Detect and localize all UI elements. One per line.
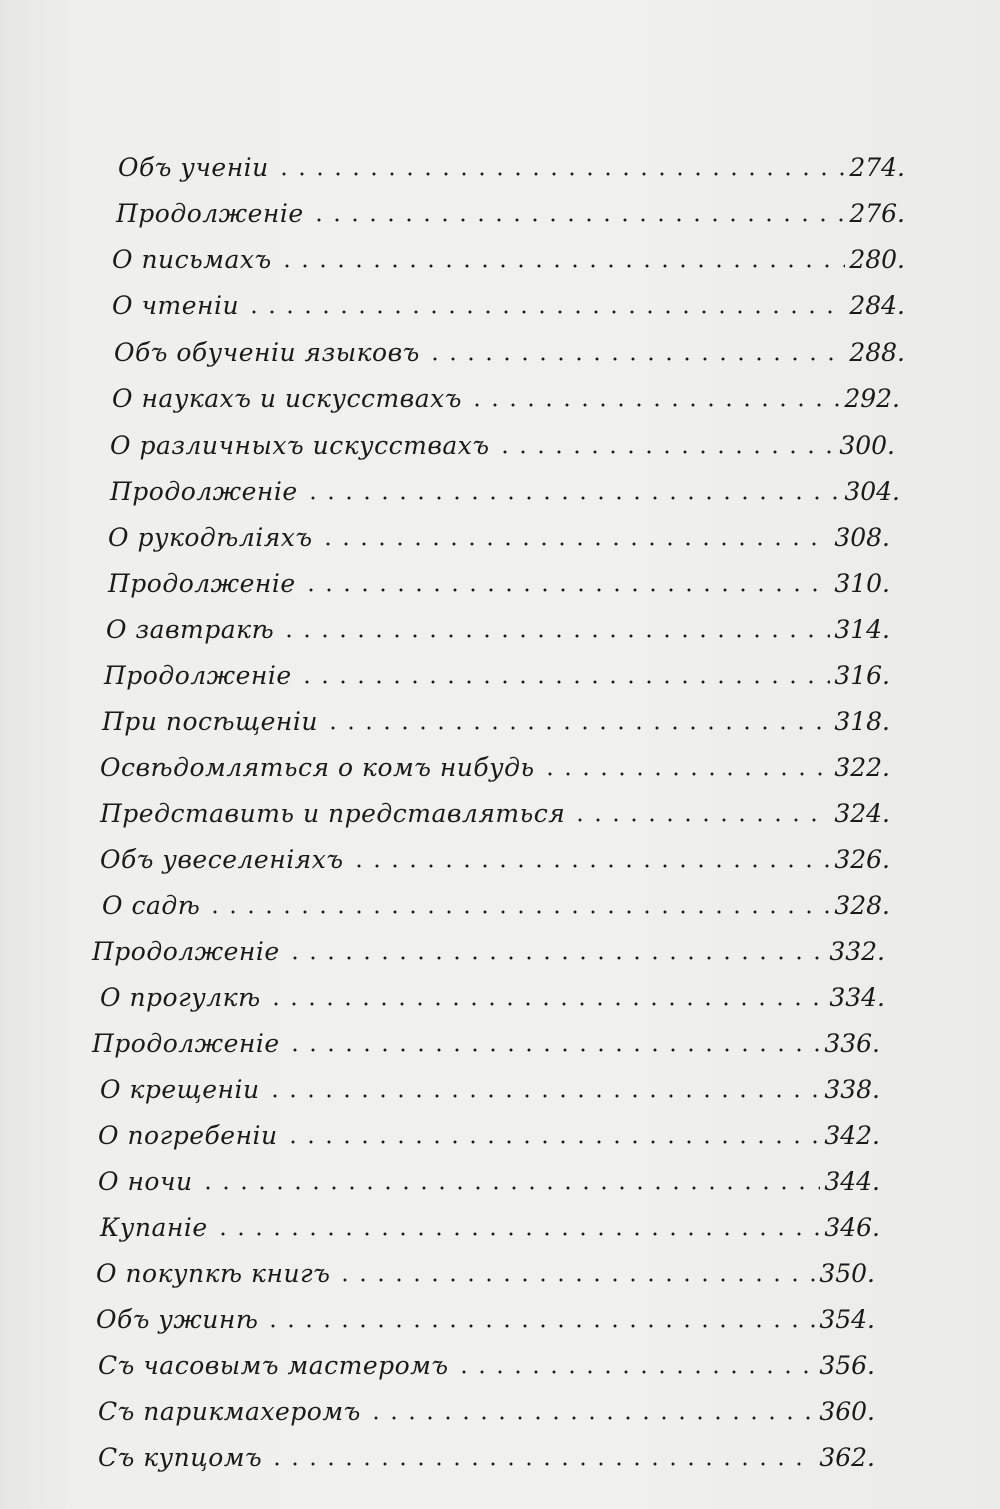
toc-entry-title: О крещеніи — [100, 1075, 260, 1104]
toc-entry-title: Продолженіе — [92, 937, 280, 966]
toc-entry-page-number: 356. — [819, 1351, 875, 1380]
toc-entry-page-number: 362. — [819, 1443, 875, 1472]
toc-entry-title: Представить и представляться — [100, 799, 566, 828]
toc-entry-page-number: 336. — [824, 1029, 880, 1058]
toc-entry-title: Объ ученіи — [118, 153, 269, 182]
toc-entry — [92, 1016, 880, 1056]
toc-entry-title: О рукодѣліяхъ — [108, 523, 313, 552]
dot-leader — [214, 1232, 821, 1236]
toc-entry-title: О различныхъ искусствахъ — [110, 431, 490, 460]
toc-entry-page-number: 292. — [844, 384, 900, 413]
dot-leader — [468, 403, 840, 407]
dot-leader — [245, 310, 845, 314]
toc-entry — [96, 1246, 875, 1286]
toc-entry — [116, 186, 905, 226]
toc-entry-page-number: 300. — [839, 431, 895, 460]
toc-entry-page-number: 316. — [834, 661, 890, 690]
toc-entry-page-number: 318. — [834, 707, 890, 736]
toc-entry — [100, 832, 890, 872]
toc-entry-page-number: 274. — [849, 153, 905, 182]
toc-entry-title: Съ парикмахеромъ — [98, 1397, 361, 1426]
dot-leader — [367, 1416, 816, 1420]
toc-entry-page-number: 310. — [834, 569, 890, 598]
dot-leader — [302, 588, 831, 592]
dot-leader — [336, 1278, 815, 1282]
toc-entry-page-number: 324. — [834, 799, 890, 828]
toc-entry — [108, 510, 890, 550]
dot-leader — [426, 357, 846, 361]
dot-leader — [278, 264, 846, 268]
toc-entry-page-number: 326. — [834, 845, 890, 874]
toc-entry — [112, 278, 905, 318]
toc-entry-title: О покупкѣ книгъ — [96, 1259, 331, 1288]
toc-entry-title: Освѣдомляться о комъ нибудь — [100, 753, 535, 782]
toc-entry — [100, 786, 890, 826]
dot-leader — [350, 864, 831, 868]
toc-entry — [106, 602, 890, 642]
dot-leader — [264, 1324, 815, 1328]
toc-entry — [98, 1384, 875, 1424]
toc-entry-title: Продолженіе — [104, 661, 292, 690]
toc-entry-page-number: 280. — [849, 245, 905, 274]
toc-entry — [110, 418, 895, 458]
dot-leader — [280, 634, 830, 638]
toc-entry-title: Объ ужинѣ — [96, 1305, 259, 1334]
toc-entry-page-number: 276. — [849, 199, 905, 228]
toc-entry-page-number: 342. — [824, 1121, 880, 1150]
toc-entry-title: При посѣщеніи — [102, 707, 318, 736]
toc-entry — [100, 740, 890, 780]
toc-entry-title: О письмахъ — [112, 245, 272, 274]
toc-entry-title: Съ купцомъ — [98, 1443, 263, 1472]
toc-entry-page-number: 350. — [819, 1259, 875, 1288]
dot-leader — [199, 1186, 821, 1190]
dot-leader — [266, 1094, 821, 1098]
dot-leader — [324, 726, 830, 730]
toc-entry — [102, 694, 890, 734]
toc-entry-page-number: 346. — [824, 1213, 880, 1242]
dot-leader — [571, 818, 830, 822]
toc-entry — [114, 325, 905, 365]
toc-entry — [98, 1154, 880, 1194]
dot-leader — [286, 1048, 821, 1052]
toc-entry-page-number: 328. — [834, 891, 890, 920]
toc-entry-title: О ночи — [98, 1167, 193, 1196]
toc-entry-page-number: 322. — [834, 753, 890, 782]
toc-entry-title: О прогулкѣ — [100, 983, 261, 1012]
toc-entry-title: Продолженіе — [92, 1029, 280, 1058]
toc-entry-page-number: 354. — [819, 1305, 875, 1334]
toc-entry-page-number: 334. — [829, 983, 885, 1012]
toc-entry-page-number: 338. — [824, 1075, 880, 1104]
toc-entry-title: Продолженіе — [116, 199, 304, 228]
dot-leader — [319, 542, 831, 546]
toc-entry — [110, 464, 900, 504]
toc-entry-title: Продолженіе — [108, 569, 296, 598]
toc-entry — [98, 1108, 880, 1148]
toc-entry — [112, 371, 900, 411]
toc-entry-page-number: 284. — [849, 291, 905, 320]
toc-entry-page-number: 304. — [844, 477, 900, 506]
toc-entry-title: Съ часовымъ мастеромъ — [98, 1351, 449, 1380]
toc-entry-page-number: 332. — [829, 937, 885, 966]
toc-entry-title: О наукахъ и искусствахъ — [112, 384, 462, 413]
dot-leader — [286, 956, 826, 960]
toc-entry-page-number: 360. — [819, 1397, 875, 1426]
toc-entry-title: О чтеніи — [112, 291, 240, 320]
toc-entry — [96, 1292, 875, 1332]
toc-entry-page-number: 308. — [834, 523, 890, 552]
dot-leader — [206, 910, 830, 914]
toc-entry-title: О завтракѣ — [106, 615, 275, 644]
dot-leader — [304, 496, 841, 500]
toc-entry-title: Продолженіе — [110, 477, 298, 506]
toc-entry-title: О погребеніи — [98, 1121, 278, 1150]
toc-entry — [118, 140, 905, 180]
dot-leader — [267, 1002, 826, 1006]
toc-entry — [92, 924, 885, 964]
dot-leader — [275, 172, 846, 176]
toc-entry-title: Объ обученіи языковъ — [114, 338, 420, 367]
toc-entry — [100, 970, 885, 1010]
dot-leader — [268, 1462, 815, 1466]
toc-entry-page-number: 314. — [834, 615, 890, 644]
toc-entry-title: Объ увеселеніяхъ — [100, 845, 344, 874]
dot-leader — [298, 680, 831, 684]
toc-entry-title: О садѣ — [102, 891, 201, 920]
dot-leader — [284, 1140, 821, 1144]
dot-leader — [496, 450, 836, 454]
toc-entry — [112, 232, 905, 272]
toc-entry — [108, 556, 890, 596]
dot-leader — [455, 1370, 816, 1374]
toc-entry — [100, 1200, 880, 1240]
toc-entry — [100, 1062, 880, 1102]
toc-entry-title: Купаніе — [100, 1213, 208, 1242]
toc-entry-page-number: 344. — [824, 1167, 880, 1196]
toc-entry-page-number: 288. — [849, 338, 905, 367]
toc-entry — [102, 878, 890, 918]
toc-entry — [98, 1338, 875, 1378]
dot-leader — [310, 218, 846, 222]
toc-entry — [104, 648, 890, 688]
dot-leader — [541, 772, 831, 776]
toc-entry — [98, 1430, 875, 1470]
